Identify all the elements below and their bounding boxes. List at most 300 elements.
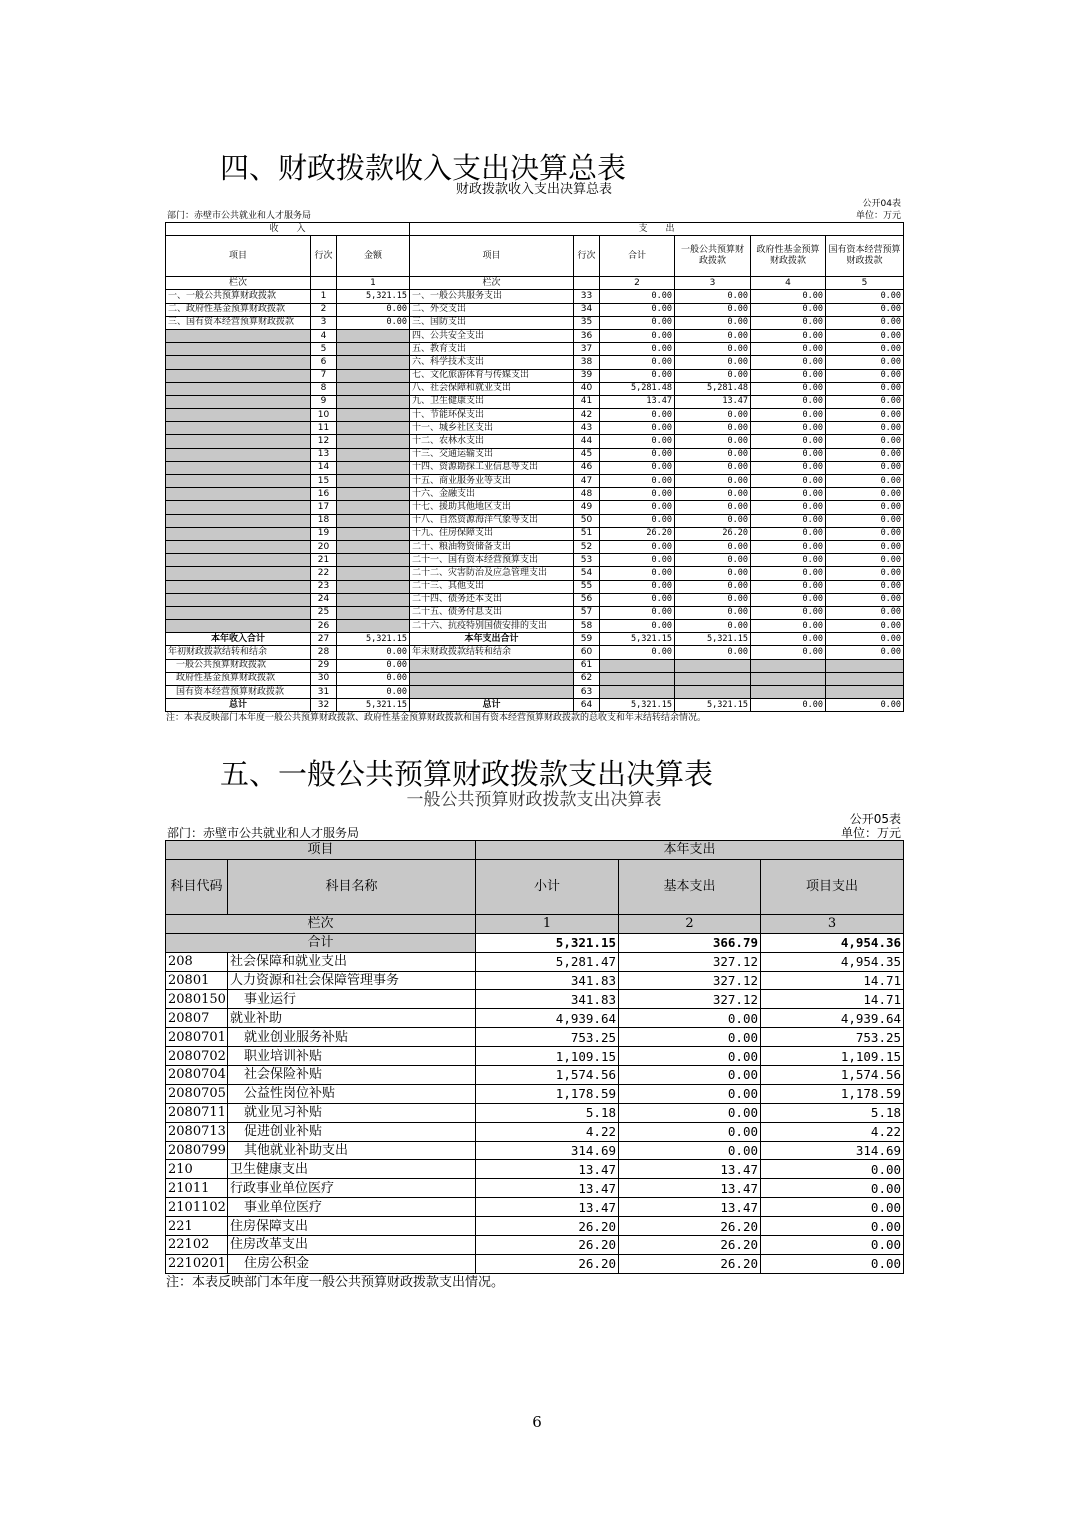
carry-expense-value bbox=[675, 672, 751, 685]
subject-name: 就业见习补贴 bbox=[228, 1103, 476, 1122]
carry-expense-value bbox=[675, 686, 751, 699]
expense-value: 0.00 bbox=[826, 448, 904, 461]
income-amount: 5,321.15 bbox=[337, 290, 410, 303]
table-row bbox=[166, 659, 904, 672]
expense-item: 十四、资源勘探工业信息等支出 bbox=[410, 461, 574, 474]
subject-value: 1,109.15 bbox=[761, 1047, 904, 1066]
subject-value: 0.00 bbox=[619, 1009, 761, 1028]
subject-value: 341.83 bbox=[476, 990, 619, 1009]
income-line: 10 bbox=[311, 409, 337, 422]
subject-value: 327.12 bbox=[619, 990, 761, 1009]
subject-value: 26.20 bbox=[476, 1254, 619, 1273]
col-fund-budget: 政府性基金预算财政拨款 bbox=[751, 236, 826, 277]
expense-value: 0.00 bbox=[675, 356, 751, 369]
subject-value: 0.00 bbox=[619, 1103, 761, 1122]
table2-dept: 部门：赤壁市公共就业和人才服务局 bbox=[167, 826, 360, 840]
table-row bbox=[166, 990, 904, 1009]
expense-value: 0.00 bbox=[600, 303, 675, 316]
table-row bbox=[166, 1009, 904, 1028]
subject-value: 26.20 bbox=[476, 1236, 619, 1255]
table-row bbox=[166, 316, 904, 329]
income-amount bbox=[337, 356, 410, 369]
subject-code: 2101102 bbox=[166, 1198, 228, 1217]
subject-code: 210 bbox=[166, 1160, 228, 1179]
expense-value: 0.00 bbox=[826, 329, 904, 342]
expense-value: 0.00 bbox=[600, 475, 675, 488]
carry-income-item: 政府性基金预算财政拨款 bbox=[166, 672, 311, 685]
subject-value: 0.00 bbox=[619, 1122, 761, 1141]
expense-value: 0.00 bbox=[675, 540, 751, 553]
expense-item: 八、社会保障和就业支出 bbox=[410, 382, 574, 395]
fiscal-summary-table bbox=[165, 222, 904, 712]
income-item bbox=[166, 620, 311, 633]
expense-value: 0.00 bbox=[600, 422, 675, 435]
section-heading-4: 四、财政拨款收入支出决算总表 bbox=[220, 151, 627, 185]
subject-name: 就业创业服务补贴 bbox=[228, 1028, 476, 1047]
expense-value: 0.00 bbox=[600, 409, 675, 422]
table-row bbox=[166, 448, 904, 461]
total-value: 5,321.15 bbox=[600, 699, 675, 712]
subject-value: 0.00 bbox=[619, 1028, 761, 1047]
subject-value: 314.69 bbox=[761, 1141, 904, 1160]
general-budget-table bbox=[165, 840, 904, 1274]
expense-value: 0.00 bbox=[751, 475, 826, 488]
expense-value: 5,281.48 bbox=[675, 382, 751, 395]
income-item bbox=[166, 567, 311, 580]
subject-value: 5.18 bbox=[761, 1103, 904, 1122]
expense-item: 二十四、债务还本支出 bbox=[410, 593, 574, 606]
income-amount bbox=[337, 329, 410, 342]
total-value: 0.00 bbox=[826, 699, 904, 712]
table-row bbox=[166, 356, 904, 369]
expense-value: 0.00 bbox=[751, 514, 826, 527]
table-row bbox=[166, 1066, 904, 1085]
table-row bbox=[166, 1254, 904, 1273]
expense-value: 0.00 bbox=[600, 540, 675, 553]
expense-value: 0.00 bbox=[826, 316, 904, 329]
income-amount bbox=[337, 435, 410, 448]
subject-code: 2080713 bbox=[166, 1122, 228, 1141]
income-line: 18 bbox=[311, 514, 337, 527]
subject-value: 26.20 bbox=[619, 1254, 761, 1273]
income-line: 2 bbox=[311, 303, 337, 316]
income-item bbox=[166, 382, 311, 395]
carry-expense-item bbox=[410, 659, 574, 672]
income-line: 15 bbox=[311, 475, 337, 488]
expense-value: 0.00 bbox=[826, 527, 904, 540]
expense-line: 35 bbox=[574, 316, 600, 329]
table-row bbox=[166, 1198, 904, 1217]
t2-total-basic: 366.79 bbox=[619, 933, 761, 952]
expense-value: 0.00 bbox=[675, 290, 751, 303]
expense-line: 33 bbox=[574, 290, 600, 303]
table1-meta-row bbox=[165, 210, 903, 222]
table-row bbox=[166, 633, 904, 646]
income-amount: 0.00 bbox=[337, 303, 410, 316]
col-income-line: 行次 bbox=[311, 236, 337, 277]
expense-line: 44 bbox=[574, 435, 600, 448]
table1-unit: 单位：万元 bbox=[855, 211, 901, 221]
carry-income-line: 29 bbox=[311, 659, 337, 672]
income-item bbox=[166, 514, 311, 527]
subject-name: 事业单位医疗 bbox=[228, 1198, 476, 1217]
carry-expense-line: 60 bbox=[574, 646, 600, 659]
expense-item: 十九、住房保障支出 bbox=[410, 527, 574, 540]
table-row bbox=[166, 461, 904, 474]
income-amount bbox=[337, 409, 410, 422]
subject-code: 20801 bbox=[166, 971, 228, 990]
table-row bbox=[166, 501, 904, 514]
carry-income-amount: 0.00 bbox=[337, 686, 410, 699]
expense-item: 十一、城乡社区支出 bbox=[410, 422, 574, 435]
table2-meta-row bbox=[165, 826, 903, 840]
table-row bbox=[166, 1028, 904, 1047]
expense-value: 0.00 bbox=[675, 620, 751, 633]
expense-value: 0.00 bbox=[826, 395, 904, 408]
table-row bbox=[166, 1103, 904, 1122]
table-row bbox=[166, 1122, 904, 1141]
table-row bbox=[166, 435, 904, 448]
subject-value: 0.00 bbox=[619, 1066, 761, 1085]
expense-value: 0.00 bbox=[826, 343, 904, 356]
subject-value: 0.00 bbox=[619, 1141, 761, 1160]
subject-name: 社会保险补贴 bbox=[228, 1066, 476, 1085]
income-line: 11 bbox=[311, 422, 337, 435]
carry-income-amount: 0.00 bbox=[337, 672, 410, 685]
income-item bbox=[166, 554, 311, 567]
col-state-capital: 国有资本经营预算财政拨款 bbox=[826, 236, 904, 277]
table-row bbox=[166, 1160, 904, 1179]
subject-code: 21011 bbox=[166, 1179, 228, 1198]
subject-code: 2080799 bbox=[166, 1141, 228, 1160]
income-item bbox=[166, 369, 311, 382]
subject-value: 753.25 bbox=[761, 1028, 904, 1047]
carry-expense-item: 年末财政拨款结转和结余 bbox=[410, 646, 574, 659]
expense-value: 26.20 bbox=[600, 527, 675, 540]
income-item bbox=[166, 422, 311, 435]
income-line: 9 bbox=[311, 395, 337, 408]
subject-name: 住房改革支出 bbox=[228, 1236, 476, 1255]
subject-code: 2210201 bbox=[166, 1254, 228, 1273]
expense-item: 十二、农林水支出 bbox=[410, 435, 574, 448]
expense-item: 二十、粮油物资储备支出 bbox=[410, 540, 574, 553]
subject-value: 26.20 bbox=[619, 1217, 761, 1236]
expense-value: 0.00 bbox=[675, 593, 751, 606]
income-amount bbox=[337, 395, 410, 408]
expense-value: 0.00 bbox=[600, 567, 675, 580]
expense-line: 53 bbox=[574, 554, 600, 567]
subject-name: 促进创业补贴 bbox=[228, 1122, 476, 1141]
subject-value: 0.00 bbox=[761, 1160, 904, 1179]
expense-value: 0.00 bbox=[826, 540, 904, 553]
table-row bbox=[166, 593, 904, 606]
expense-line: 57 bbox=[574, 606, 600, 619]
expense-value: 0.00 bbox=[826, 409, 904, 422]
expense-value: 0.00 bbox=[675, 488, 751, 501]
expense-item: 九、卫生健康支出 bbox=[410, 395, 574, 408]
income-item bbox=[166, 356, 311, 369]
subject-code: 2080702 bbox=[166, 1047, 228, 1066]
expense-item: 二十二、灾害防治及应急管理支出 bbox=[410, 567, 574, 580]
expense-value: 0.00 bbox=[675, 409, 751, 422]
subject-code: 221 bbox=[166, 1217, 228, 1236]
income-line: 17 bbox=[311, 501, 337, 514]
col-income-item: 项目 bbox=[166, 236, 311, 277]
expense-value: 0.00 bbox=[826, 567, 904, 580]
expense-line: 39 bbox=[574, 369, 600, 382]
subject-value: 0.00 bbox=[619, 1047, 761, 1066]
sum-income-label: 本年收入合计 bbox=[166, 633, 311, 646]
income-item bbox=[166, 329, 311, 342]
expense-line: 48 bbox=[574, 488, 600, 501]
t2-total-label: 合计 bbox=[166, 933, 476, 952]
subject-value: 14.71 bbox=[761, 990, 904, 1009]
expense-item: 三、国防支出 bbox=[410, 316, 574, 329]
expense-item: 七、文化旅游体育与传媒支出 bbox=[410, 369, 574, 382]
income-amount bbox=[337, 369, 410, 382]
expense-value: 0.00 bbox=[600, 448, 675, 461]
expense-line: 45 bbox=[574, 448, 600, 461]
expense-value: 0.00 bbox=[751, 620, 826, 633]
carry-income-amount: 0.00 bbox=[337, 646, 410, 659]
subject-value: 26.20 bbox=[619, 1236, 761, 1255]
expense-value: 0.00 bbox=[751, 448, 826, 461]
expense-value: 0.00 bbox=[675, 422, 751, 435]
expense-value: 0.00 bbox=[826, 356, 904, 369]
income-item bbox=[166, 395, 311, 408]
expense-line: 38 bbox=[574, 356, 600, 369]
expense-line: 55 bbox=[574, 580, 600, 593]
income-amount bbox=[337, 554, 410, 567]
sum-expense-value: 5,321.15 bbox=[600, 633, 675, 646]
subject-value: 13.47 bbox=[476, 1160, 619, 1179]
expense-value: 0.00 bbox=[751, 356, 826, 369]
expense-value: 0.00 bbox=[751, 593, 826, 606]
expense-value: 0.00 bbox=[675, 606, 751, 619]
income-amount bbox=[337, 580, 410, 593]
expense-value: 0.00 bbox=[751, 580, 826, 593]
expense-item: 二十三、其他支出 bbox=[410, 580, 574, 593]
table1-note: 注：本表反映部门本年度一般公共预算财政拨款、政府性基金预算财政拨款和国有资本经营预算财政拨款的总收支和年末结转结余情况。 bbox=[166, 713, 707, 724]
table-row bbox=[166, 971, 904, 990]
expense-value: 0.00 bbox=[600, 593, 675, 606]
subject-value: 14.71 bbox=[761, 971, 904, 990]
income-item bbox=[166, 606, 311, 619]
expense-value: 0.00 bbox=[751, 435, 826, 448]
income-line: 19 bbox=[311, 527, 337, 540]
carry-expense-line: 63 bbox=[574, 686, 600, 699]
expense-value: 0.00 bbox=[600, 461, 675, 474]
expense-value: 0.00 bbox=[751, 567, 826, 580]
table1-code: 公开04表 bbox=[862, 199, 901, 209]
section-heading-5: 五、一般公共预算财政拨款支出决算表 bbox=[220, 757, 714, 791]
expense-line: 56 bbox=[574, 593, 600, 606]
expense-value: 0.00 bbox=[826, 303, 904, 316]
carry-expense-value bbox=[826, 672, 904, 685]
col-expense-item: 项目 bbox=[410, 236, 574, 277]
expense-value: 0.00 bbox=[751, 554, 826, 567]
expense-value: 0.00 bbox=[751, 501, 826, 514]
table-row bbox=[166, 1217, 904, 1236]
col-expense-total: 合计 bbox=[600, 236, 675, 277]
expense-item: 一、一般公共服务支出 bbox=[410, 290, 574, 303]
carry-expense-value bbox=[826, 686, 904, 699]
subject-value: 26.20 bbox=[476, 1217, 619, 1236]
carry-income-item: 国有资本经营预算财政拨款 bbox=[166, 686, 311, 699]
carry-income-line: 28 bbox=[311, 646, 337, 659]
income-line: 5 bbox=[311, 343, 337, 356]
t2-total-project: 4,954.36 bbox=[761, 933, 904, 952]
income-amount bbox=[337, 620, 410, 633]
expense-item: 二十五、债务付息支出 bbox=[410, 606, 574, 619]
sum-income-amount: 5,321.15 bbox=[337, 633, 410, 646]
income-amount bbox=[337, 422, 410, 435]
subject-value: 4.22 bbox=[476, 1122, 619, 1141]
income-header: 收 入 bbox=[166, 223, 410, 236]
expense-value: 13.47 bbox=[675, 395, 751, 408]
fiscal-summary-table-block bbox=[165, 182, 903, 724]
expense-line: 46 bbox=[574, 461, 600, 474]
table-row bbox=[166, 540, 904, 553]
expense-value: 0.00 bbox=[675, 554, 751, 567]
total-value: 0.00 bbox=[751, 699, 826, 712]
income-amount bbox=[337, 448, 410, 461]
income-amount bbox=[337, 606, 410, 619]
income-item bbox=[166, 593, 311, 606]
income-item: 一、一般公共预算财政拨款 bbox=[166, 290, 311, 303]
table-row bbox=[166, 672, 904, 685]
subject-name: 其他就业补助支出 bbox=[228, 1141, 476, 1160]
expense-line: 50 bbox=[574, 514, 600, 527]
lanci-label: 栏次 bbox=[166, 277, 311, 290]
expense-item: 十、节能环保支出 bbox=[410, 409, 574, 422]
expense-value: 0.00 bbox=[675, 461, 751, 474]
subject-value: 0.00 bbox=[761, 1217, 904, 1236]
income-line: 20 bbox=[311, 540, 337, 553]
income-amount bbox=[337, 501, 410, 514]
t2-col-subtotal: 小计 bbox=[476, 859, 619, 914]
table-row bbox=[166, 514, 904, 527]
total-line: 32 bbox=[311, 699, 337, 712]
subject-value: 13.47 bbox=[476, 1179, 619, 1198]
expense-item: 二十一、国有资本经营预算支出 bbox=[410, 554, 574, 567]
income-line: 8 bbox=[311, 382, 337, 395]
expense-line: 43 bbox=[574, 422, 600, 435]
expense-item: 四、公共安全支出 bbox=[410, 329, 574, 342]
subject-value: 1,109.15 bbox=[476, 1047, 619, 1066]
expense-value: 0.00 bbox=[751, 329, 826, 342]
table1-dept: 部门：赤壁市公共就业和人才服务局 bbox=[167, 211, 312, 221]
income-amount bbox=[337, 567, 410, 580]
subject-value: 4,954.35 bbox=[761, 952, 904, 971]
table-row bbox=[166, 343, 904, 356]
idx-1: 1 bbox=[337, 277, 410, 290]
expense-value: 0.00 bbox=[751, 527, 826, 540]
subject-name: 人力资源和社会保障管理事务 bbox=[228, 971, 476, 990]
subject-name: 行政事业单位医疗 bbox=[228, 1179, 476, 1198]
expense-value: 0.00 bbox=[600, 580, 675, 593]
income-item bbox=[166, 527, 311, 540]
subject-value: 753.25 bbox=[476, 1028, 619, 1047]
subject-value: 5,281.47 bbox=[476, 952, 619, 971]
income-item bbox=[166, 501, 311, 514]
expense-value: 0.00 bbox=[751, 422, 826, 435]
sum-expense-label: 本年支出合计 bbox=[410, 633, 574, 646]
expense-value: 0.00 bbox=[826, 580, 904, 593]
subject-code: 20807 bbox=[166, 1009, 228, 1028]
carry-expense-value: 0.00 bbox=[600, 646, 675, 659]
income-item bbox=[166, 448, 311, 461]
income-item bbox=[166, 409, 311, 422]
total-amount: 5,321.15 bbox=[337, 699, 410, 712]
carry-expense-value bbox=[751, 686, 826, 699]
carry-expense-value bbox=[600, 686, 675, 699]
expense-line: 36 bbox=[574, 329, 600, 342]
t2-col-code: 科目代码 bbox=[166, 859, 228, 914]
subject-value: 314.69 bbox=[476, 1141, 619, 1160]
expense-line: 34 bbox=[574, 303, 600, 316]
subject-value: 4.22 bbox=[761, 1122, 904, 1141]
expense-value: 0.00 bbox=[600, 356, 675, 369]
expense-value: 0.00 bbox=[600, 316, 675, 329]
table-row bbox=[166, 1236, 904, 1255]
carry-expense-value: 0.00 bbox=[675, 646, 751, 659]
t2-idx-1: 1 bbox=[476, 914, 619, 933]
subject-value: 4,939.64 bbox=[761, 1009, 904, 1028]
subject-value: 327.12 bbox=[619, 971, 761, 990]
expense-value: 0.00 bbox=[826, 290, 904, 303]
table-row bbox=[166, 369, 904, 382]
expense-header: 支 出 bbox=[410, 223, 904, 236]
table1-code-row bbox=[165, 198, 903, 210]
expense-value: 0.00 bbox=[751, 303, 826, 316]
total-label: 总计 bbox=[166, 699, 311, 712]
table2-caption: 一般公共预算财政拨款支出决算表 bbox=[406, 790, 662, 810]
sum-expense-value: 0.00 bbox=[826, 633, 904, 646]
expense-value: 0.00 bbox=[826, 422, 904, 435]
income-item bbox=[166, 475, 311, 488]
income-item bbox=[166, 343, 311, 356]
income-item bbox=[166, 540, 311, 553]
total-value: 5,321.15 bbox=[675, 699, 751, 712]
table-row bbox=[166, 1047, 904, 1066]
expense-value: 0.00 bbox=[826, 554, 904, 567]
table-row bbox=[166, 686, 904, 699]
income-amount bbox=[337, 475, 410, 488]
table-row bbox=[166, 580, 904, 593]
table-row bbox=[166, 422, 904, 435]
subject-value: 1,574.56 bbox=[761, 1066, 904, 1085]
expense-value: 0.00 bbox=[751, 369, 826, 382]
expense-value: 0.00 bbox=[751, 409, 826, 422]
subject-code: 208 bbox=[166, 952, 228, 971]
expense-line: 58 bbox=[574, 620, 600, 633]
expense-value: 0.00 bbox=[675, 303, 751, 316]
income-item bbox=[166, 461, 311, 474]
table-row bbox=[166, 527, 904, 540]
expense-value: 0.00 bbox=[751, 461, 826, 474]
expense-value: 0.00 bbox=[675, 475, 751, 488]
t2-col-year: 本年支出 bbox=[476, 841, 904, 860]
expense-value: 13.47 bbox=[600, 395, 675, 408]
carry-expense-value bbox=[751, 659, 826, 672]
income-line: 24 bbox=[311, 593, 337, 606]
carry-income-item: 年初财政拨款结转和结余 bbox=[166, 646, 311, 659]
income-amount bbox=[337, 593, 410, 606]
table-row bbox=[166, 382, 904, 395]
table2-note: 注：本表反映部门本年度一般公共预算财政拨款支出情况。 bbox=[166, 1274, 505, 1290]
expense-item: 二十六、抗疫特别国债安排的支出 bbox=[410, 620, 574, 633]
